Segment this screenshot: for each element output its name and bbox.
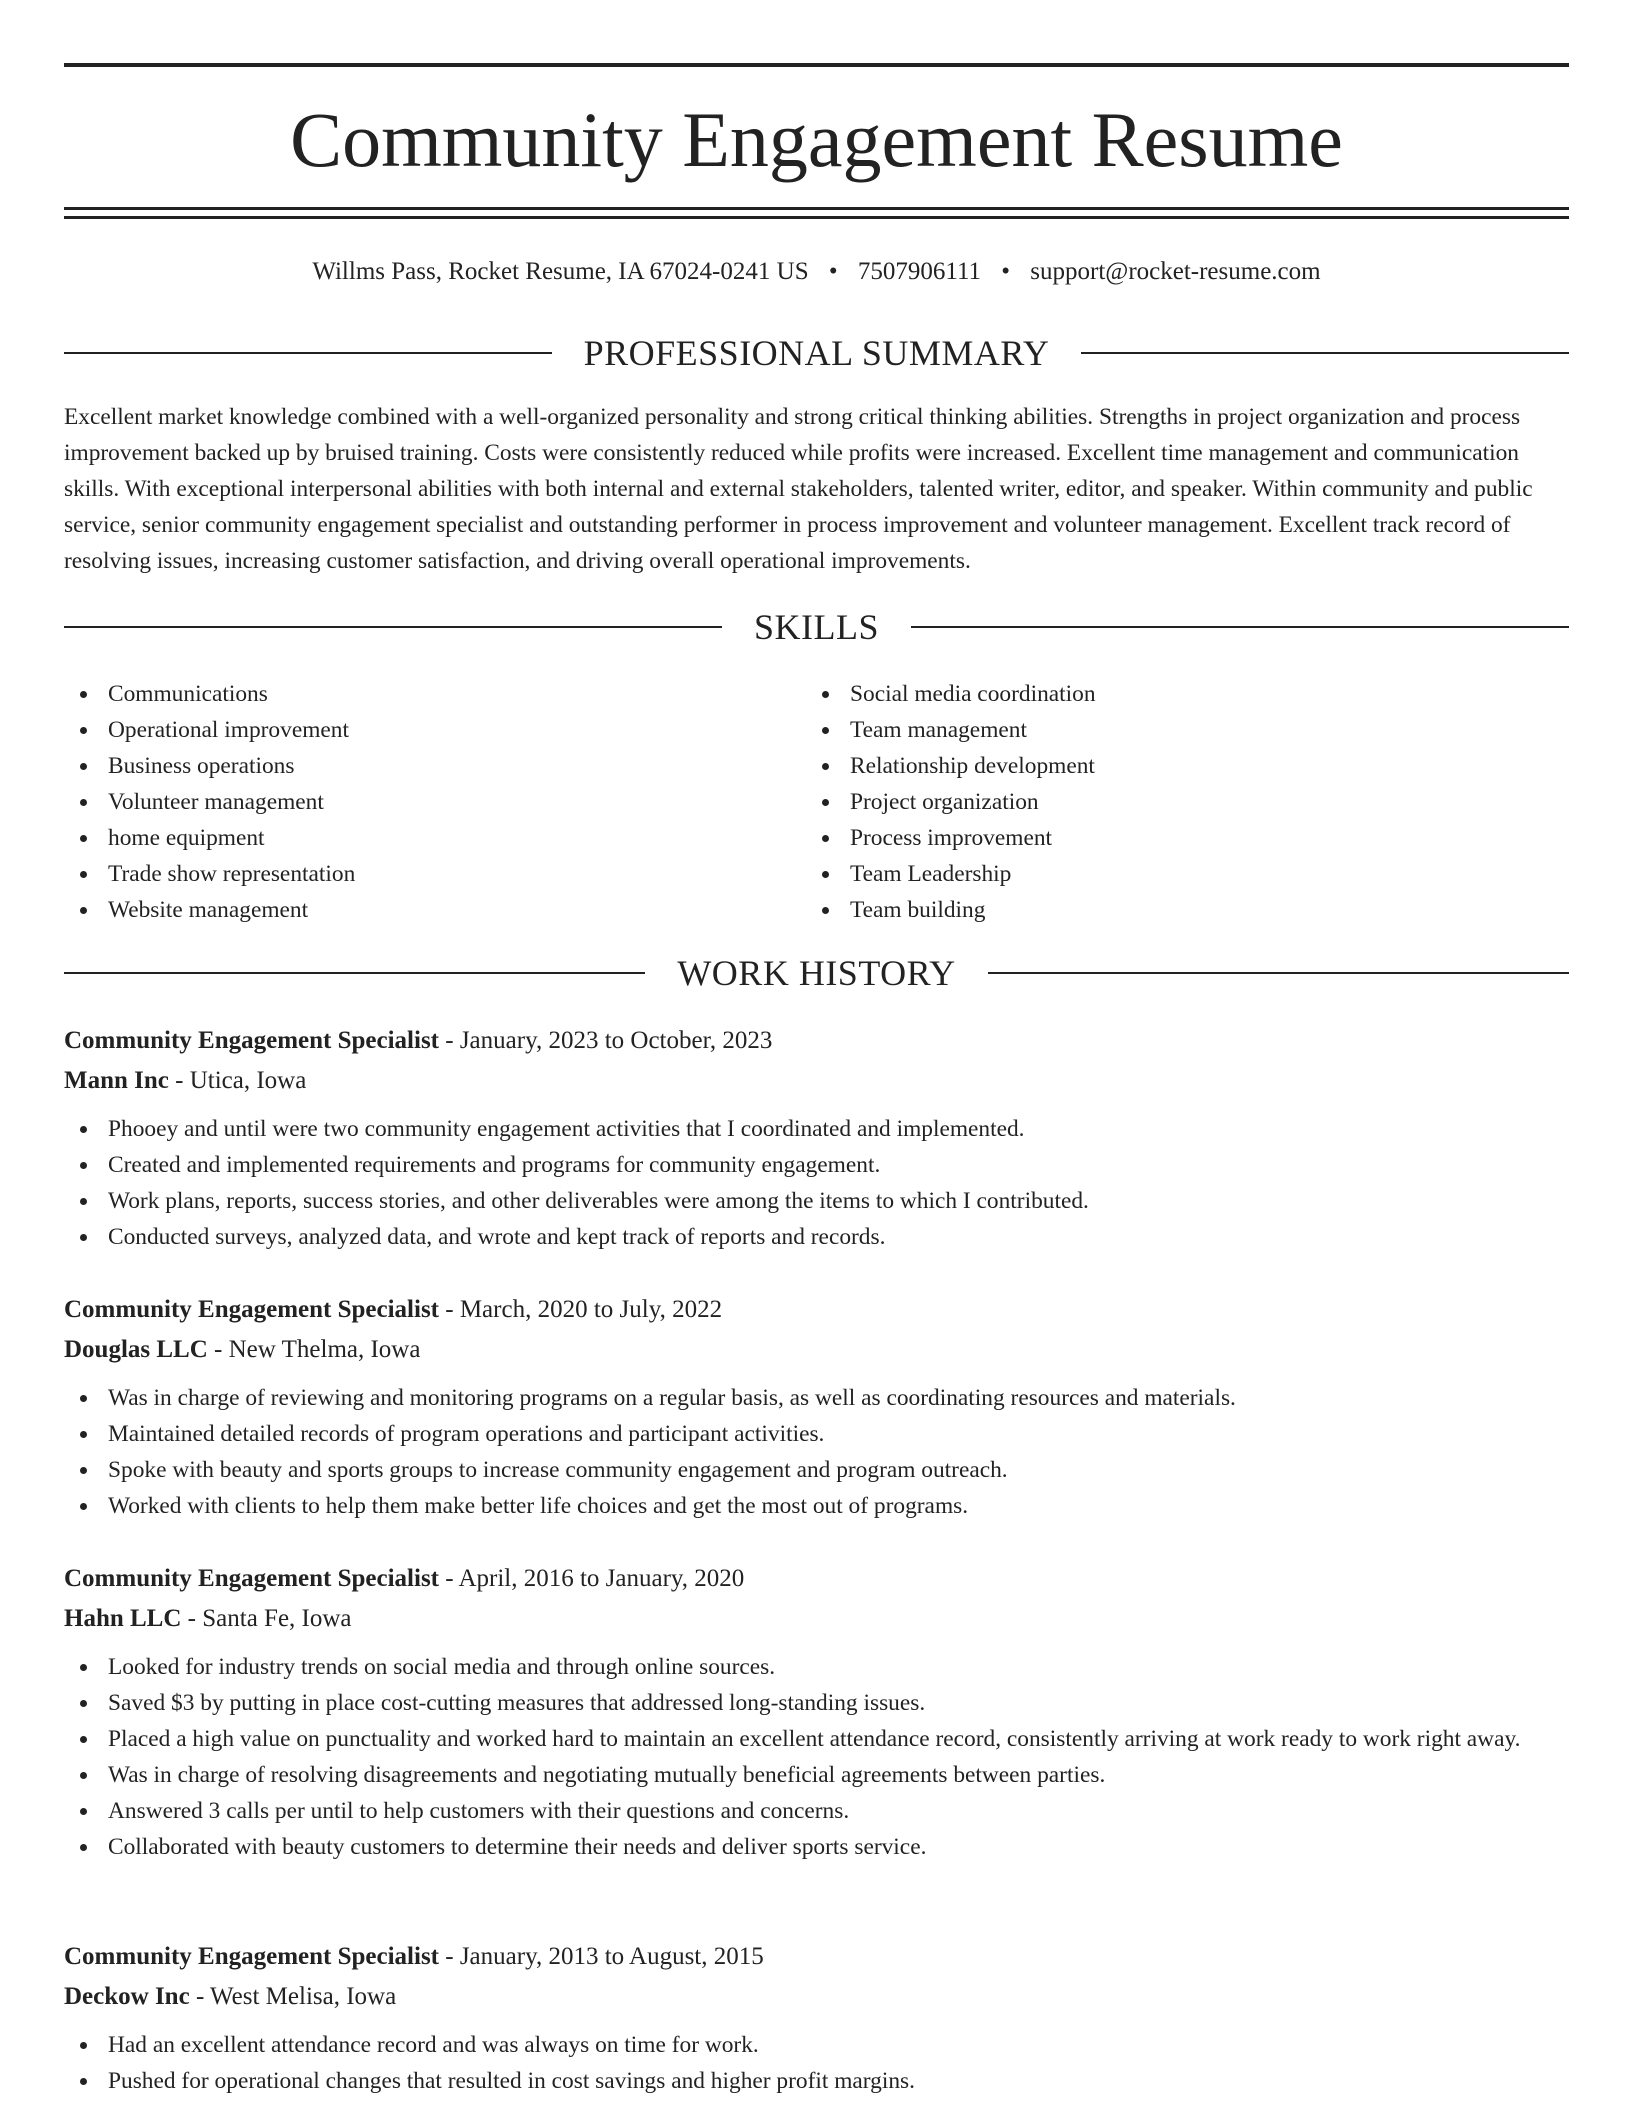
summary-heading-label: PROFESSIONAL SUMMARY <box>583 333 1050 373</box>
contact-email: support@rocket-resume.com <box>1030 258 1321 285</box>
job-entry <box>64 1937 1569 2099</box>
skills-list-left <box>64 676 764 928</box>
job-bullet: Collaborated with beauty customers to determine their needs and deliver sports service. <box>64 1829 1569 1865</box>
job-bullet: Worked with clients to help them make better life choices and get the most out of programs. <box>64 1488 1569 1524</box>
heading-rule-right <box>911 626 1569 628</box>
job-bullet: Work plans, reports, success stories, and other deliverables were among the items to which I contributed. <box>64 1183 1569 1219</box>
contact-separator: • <box>828 258 838 285</box>
job-bullet: Placed a high value on punctuality and worked hard to maintain an excellent attendance record, consistently arriving at work ready to work right away. <box>64 1721 1569 1757</box>
job-bullet: Phooey and until were two community engagement activities that I coordinated and implemented. <box>64 1111 1569 1147</box>
job-bullet: Was in charge of reviewing and monitoring programs on a regular basis, as well as coordinating resources and materials. <box>64 1380 1569 1416</box>
work-history-heading-label: WORK HISTORY <box>677 953 956 993</box>
job-bullet: Created and implemented requirements and programs for community engagement. <box>64 1147 1569 1183</box>
job-title-line <box>64 1021 1569 1061</box>
job-entry <box>64 1290 1569 1524</box>
job-company-line <box>64 1977 1569 2017</box>
header-bottom-rule-second <box>64 216 1569 219</box>
job-bullet: Conducted surveys, analyzed data, and wrote and kept track of reports and records. <box>64 1219 1569 1255</box>
heading-rule-right <box>1081 352 1569 354</box>
job-dates: - April, 2016 to January, 2020 <box>445 1565 745 1592</box>
job-company: Mann Inc <box>64 1067 169 1094</box>
skill-item: Trade show representation <box>64 856 764 892</box>
job-bullet: Looked for industry trends on social media and through online sources. <box>64 1649 1569 1685</box>
job-bullets <box>64 2027 1569 2099</box>
header-bottom-rule <box>64 207 1569 210</box>
job-entry <box>64 1021 1569 1255</box>
job-bullets <box>64 1111 1569 1255</box>
heading-rule-left <box>64 972 645 974</box>
job-title: Community Engagement Specialist <box>64 1565 439 1592</box>
job-title: Community Engagement Specialist <box>64 1027 439 1054</box>
heading-rule-left <box>64 352 552 354</box>
job-title: Community Engagement Specialist <box>64 1943 439 1970</box>
contact-line <box>64 255 1569 289</box>
skill-item: Operational improvement <box>64 712 764 748</box>
job-dates: - January, 2023 to October, 2023 <box>445 1027 773 1054</box>
job-bullet: Was in charge of resolving disagreements and negotiating mutually beneficial agreements between parties. <box>64 1757 1569 1793</box>
job-location: - Utica, Iowa <box>175 1067 307 1094</box>
skill-item: Team Leadership <box>806 856 1506 892</box>
job-location: - New Thelma, Iowa <box>214 1336 421 1363</box>
skill-item: Communications <box>64 676 764 712</box>
job-company-line <box>64 1599 1569 1639</box>
job-bullet: Had an excellent attendance record and was always on time for work. <box>64 2027 1569 2063</box>
job-bullet: Pushed for operational changes that resulted in cost savings and higher profit margins. <box>64 2063 1569 2099</box>
job-bullet: Spoke with beauty and sports groups to increase community engagement and program outreach. <box>64 1452 1569 1488</box>
job-company-line <box>64 1061 1569 1101</box>
job-entry <box>64 1559 1569 1865</box>
job-company-line <box>64 1330 1569 1370</box>
contact-phone: 7507906111 <box>857 258 982 285</box>
contact-address: Willms Pass, Rocket Resume, IA 67024-0241 US <box>312 258 809 285</box>
skill-item: Relationship development <box>806 748 1506 784</box>
heading-rule-left <box>64 626 722 628</box>
skill-item: Team building <box>806 892 1506 928</box>
job-title-line <box>64 1937 1569 1977</box>
summary-text: Excellent market knowledge combined with a well-organized personality and strong critical thinking abilities. Strengths in project organization and process improvement backed up by bruised training. Costs were consistently reduced while profits were increased. Excellent time management and communication skills. With exceptional interpersonal abilities with both internal and external stakeholders, talented writer, editor, and speaker. Within community and public service, senior community engagement specialist and outstanding performer in process improvement and volunteer management. Excellent track record of resolving issues, increasing customer satisfaction, and driving overall operational improvements. <box>64 404 1533 574</box>
skills-heading <box>64 605 1569 649</box>
heading-rule-right <box>988 972 1569 974</box>
job-bullet: Saved $3 by putting in place cost-cutting measures that addressed long-standing issues. <box>64 1685 1569 1721</box>
summary-heading <box>64 331 1569 375</box>
job-location: - West Melisa, Iowa <box>195 1983 397 2010</box>
job-dates: - January, 2013 to August, 2015 <box>445 1943 764 1970</box>
skill-item: Business operations <box>64 748 764 784</box>
skills-heading-label: SKILLS <box>754 607 880 647</box>
job-company: Deckow Inc <box>64 1983 190 2010</box>
skill-item: home equipment <box>64 820 764 856</box>
skill-item: Volunteer management <box>64 784 764 820</box>
job-company: Hahn LLC <box>64 1605 182 1632</box>
header-top-rule <box>64 63 1569 67</box>
job-title: Community Engagement Specialist <box>64 1296 439 1323</box>
work-history-heading <box>64 951 1569 995</box>
job-bullets <box>64 1380 1569 1524</box>
job-title-line <box>64 1559 1569 1599</box>
job-bullet: Answered 3 calls per until to help customers with their questions and concerns. <box>64 1793 1569 1829</box>
job-title-line <box>64 1290 1569 1330</box>
job-location: - Santa Fe, Iowa <box>187 1605 352 1632</box>
skill-item: Social media coordination <box>806 676 1506 712</box>
page-title: Community Engagement Resume <box>290 96 1343 183</box>
skill-item: Process improvement <box>806 820 1506 856</box>
job-bullet: Maintained detailed records of program operations and participant activities. <box>64 1416 1569 1452</box>
job-dates: - March, 2020 to July, 2022 <box>445 1296 723 1323</box>
skills-list-right <box>806 676 1506 928</box>
job-bullets <box>64 1649 1569 1865</box>
skill-item: Project organization <box>806 784 1506 820</box>
skill-item: Website management <box>64 892 764 928</box>
job-company: Douglas LLC <box>64 1336 208 1363</box>
skill-item: Team management <box>806 712 1506 748</box>
contact-separator: • <box>1001 258 1011 285</box>
